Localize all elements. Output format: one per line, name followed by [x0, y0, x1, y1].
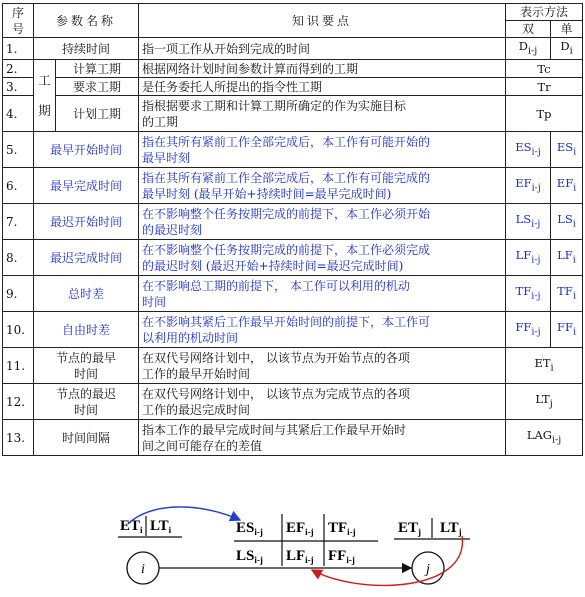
label-ef: $EF_{i-j}$ — [286, 520, 314, 537]
row-param-name: 最迟开始时间 — [34, 204, 139, 240]
symbol: D — [560, 39, 570, 53]
table-row — [3, 240, 583, 276]
header-seq-line2: 号 — [11, 21, 24, 36]
symbol-sub: i — [569, 45, 573, 57]
symbol: FF — [515, 320, 532, 335]
desc-line: 指本工作的最早完成时间与其紧后工作最早开始时 — [142, 422, 407, 437]
row-description — [139, 240, 506, 276]
table-row — [3, 276, 583, 312]
table-row — [3, 204, 583, 240]
symbol-sub: i — [550, 362, 554, 374]
header-seq-line1: 序 — [11, 5, 24, 20]
symbol-sub: i-j — [531, 254, 541, 266]
name-line: 时间 — [74, 366, 99, 381]
row-param-name: 计算工期 — [56, 60, 139, 78]
symbol-sub: i-j — [531, 146, 541, 158]
name-line: 时间 — [74, 402, 99, 417]
row-single-symbol — [551, 276, 583, 312]
label-lf: $LF_{i-j}$ — [286, 548, 314, 565]
symbol: LAG — [526, 428, 552, 443]
symbol: LT — [535, 392, 550, 407]
desc-line: 以利用的机动时间 — [142, 330, 239, 345]
table-row — [3, 348, 583, 384]
row-param-name: 最早开始时间 — [34, 132, 139, 168]
symbol-sub: i-j — [527, 45, 538, 57]
desc-line: 的最迟时刻 — [142, 222, 203, 237]
desc-line: 在不影响总工期的前提下， 本工作可以利用的机动 — [142, 278, 410, 293]
row-description — [139, 348, 506, 384]
row-param-name: 要求工期 — [56, 78, 139, 96]
row-single-symbol — [551, 132, 583, 168]
parameter-table-container — [2, 3, 582, 456]
row-description — [139, 276, 506, 312]
row-single-symbol — [551, 204, 583, 240]
symbol: TF — [557, 284, 573, 299]
row-double-symbol — [506, 38, 551, 60]
row-double-symbol — [506, 168, 551, 204]
row-merged-symbol: Tr — [506, 78, 583, 96]
desc-line: 最早时刻 — [142, 150, 191, 165]
symbol: FF — [557, 320, 573, 335]
symbol-sub: i — [573, 146, 577, 158]
symbol-sub: i-j — [531, 326, 541, 338]
row-description — [139, 312, 506, 348]
desc-line: 工作的最早开始时间 — [142, 366, 251, 381]
table-row — [3, 78, 583, 96]
symbol: EF — [556, 176, 574, 191]
symbol-sub: i — [572, 290, 576, 302]
row-number: 4. — [3, 96, 34, 132]
table-row — [3, 96, 583, 132]
row-param-name: 最早完成时间 — [34, 168, 139, 204]
row-merged-symbol: Tp — [506, 96, 583, 132]
row-double-symbol — [506, 204, 551, 240]
row-merged-symbol — [506, 348, 583, 384]
row-single-symbol — [551, 312, 583, 348]
header-single-code: 单 — [551, 21, 583, 38]
header-param-name: 参数名称 — [34, 4, 139, 38]
table-row — [3, 132, 583, 168]
header-double-code: 双 — [506, 21, 551, 38]
symbol-sub: i-j — [531, 218, 541, 230]
desc-line: 在不影响整个任务按期完成的前提下，本工作必须完成 — [142, 242, 431, 257]
symbol: ES — [556, 140, 574, 155]
name-line: 节点的最迟 — [56, 386, 117, 401]
row-description — [139, 78, 506, 96]
row-description — [139, 60, 506, 78]
row-double-symbol — [506, 312, 551, 348]
label-et-i: $ET_i$ — [120, 518, 143, 535]
desc-line: 最早时刻 (最早开始+持续时间=最早完成时间) — [142, 186, 392, 201]
row-number: 10. — [3, 312, 34, 348]
desc-line: 在不影响其紧后工作最早开始时间的前提下，本工作可 — [142, 314, 431, 329]
row-single-symbol — [551, 240, 583, 276]
symbol-sub: i — [572, 254, 576, 266]
table-row — [3, 420, 583, 456]
label-lt-i: $LT_i$ — [150, 518, 172, 535]
symbol: D — [518, 39, 528, 53]
desc-line: 的最迟时刻 (最迟开始+持续时间=最迟完成时间) — [142, 258, 404, 273]
row-merged-symbol — [506, 384, 583, 420]
row-description — [139, 204, 506, 240]
row-number: 7. — [3, 204, 34, 240]
symbol: ES — [515, 140, 532, 155]
label-lt-j: $LT_j$ — [440, 520, 462, 537]
row-param-name: 持续时间 — [34, 38, 139, 60]
desc-line: 的工期 — [142, 114, 179, 129]
symbol-sub: i-j — [551, 434, 562, 446]
row-param-name: 时间间隔 — [34, 420, 139, 456]
row-number: 1. — [3, 38, 34, 60]
row-double-symbol — [506, 132, 551, 168]
symbol-sub: i-j — [531, 182, 541, 194]
row-merged-symbol: Tc — [506, 60, 583, 78]
desc-line: 在不影响整个任务按期完成的前提下，本工作必须开始 — [142, 206, 431, 221]
desc-line: 在双代号网络计划中， 以该节点为开始节点的各项 — [142, 350, 410, 365]
desc-line: 工作的最迟完成时间 — [142, 402, 251, 417]
symbol: ET — [534, 356, 551, 371]
row-number: 8. — [3, 240, 34, 276]
row-description — [139, 38, 506, 60]
row-param-name: 最迟完成时间 — [34, 240, 139, 276]
row-double-symbol — [506, 240, 551, 276]
symbol: LS — [515, 212, 532, 227]
symbol: TF — [515, 284, 532, 299]
label-tf: $TF_{i-j}$ — [328, 520, 356, 537]
symbol: LF — [557, 248, 573, 263]
row-single-symbol — [551, 38, 583, 60]
row-merged-symbol — [506, 420, 583, 456]
symbol-sub: i — [572, 218, 576, 230]
symbol: LF — [515, 248, 532, 263]
table-row — [3, 384, 583, 420]
label-ls: $LS_{i-j}$ — [236, 548, 263, 565]
duration-category-cell — [34, 60, 56, 132]
symbol-sub: i-j — [531, 290, 541, 302]
table-row — [3, 168, 583, 204]
row-number: 9. — [3, 276, 34, 312]
label-et-j: $ET_j$ — [398, 520, 422, 537]
row-param-name — [34, 384, 139, 420]
blue-curved-arrow — [128, 507, 240, 524]
header-seq — [3, 4, 34, 38]
row-number: 13. — [3, 420, 34, 456]
symbol: EF — [515, 176, 532, 191]
label-es: $ES_{i-j}$ — [236, 520, 263, 537]
table-row — [3, 312, 583, 348]
header-representation: 表示方法 — [506, 4, 583, 21]
row-number: 5. — [3, 132, 34, 168]
table-row — [3, 38, 583, 60]
label-ff: $FF_{i-j}$ — [328, 548, 355, 565]
row-param-name: 自由时差 — [34, 312, 139, 348]
row-number: 11. — [3, 348, 34, 384]
row-description — [139, 132, 506, 168]
desc-line: 在双代号网络计划中， 以该节点为完成节点的各项 — [142, 386, 410, 401]
symbol-sub: i — [572, 326, 577, 338]
symbol-sub: i — [573, 182, 577, 194]
row-number: 6. — [3, 168, 34, 204]
row-number: 3. — [3, 78, 34, 96]
category-char: 工 — [38, 72, 51, 88]
desc-line: 时间 — [142, 294, 167, 309]
row-number: 2. — [3, 60, 34, 78]
header-knowledge-points: 知识要点 — [139, 4, 506, 38]
row-description — [139, 384, 506, 420]
row-description — [139, 168, 506, 204]
row-param-name: 总时差 — [34, 276, 139, 312]
symbol-sub: j — [549, 398, 553, 410]
category-char: 期 — [38, 102, 51, 118]
desc-line: 指在其所有紧前工作全部完成后，本工作有可能开始的 — [142, 134, 431, 149]
symbol: LS — [557, 212, 573, 227]
desc-line: 指根据要求工期和计算工期所确定的作为实施目标 — [142, 98, 407, 113]
node-i-label: i — [141, 562, 145, 577]
row-param-name — [34, 348, 139, 384]
desc-line: 间之间可能存在的差值 — [142, 438, 263, 453]
row-single-symbol — [551, 168, 583, 204]
network-node-diagram — [0, 500, 585, 597]
row-number: 12. — [3, 384, 34, 420]
desc-line: 根据网络计划时间参数计算而得到的工期 — [142, 61, 359, 76]
desc-line: 指一项工作从开始到完成的时间 — [142, 41, 311, 56]
header-row — [3, 4, 583, 21]
node-j-label: j — [426, 562, 430, 577]
row-description — [139, 96, 506, 132]
desc-line: 指在其所有紧前工作全部完成后，本工作有可能完成的 — [142, 170, 431, 185]
row-double-symbol — [506, 276, 551, 312]
desc-line: 是任务委托人所提出的指令性工期 — [142, 79, 323, 94]
table-row — [3, 60, 583, 78]
row-param-name: 计划工期 — [56, 96, 139, 132]
row-description — [139, 420, 506, 456]
name-line: 节点的最早 — [56, 350, 117, 365]
network-parameter-table — [2, 3, 583, 456]
